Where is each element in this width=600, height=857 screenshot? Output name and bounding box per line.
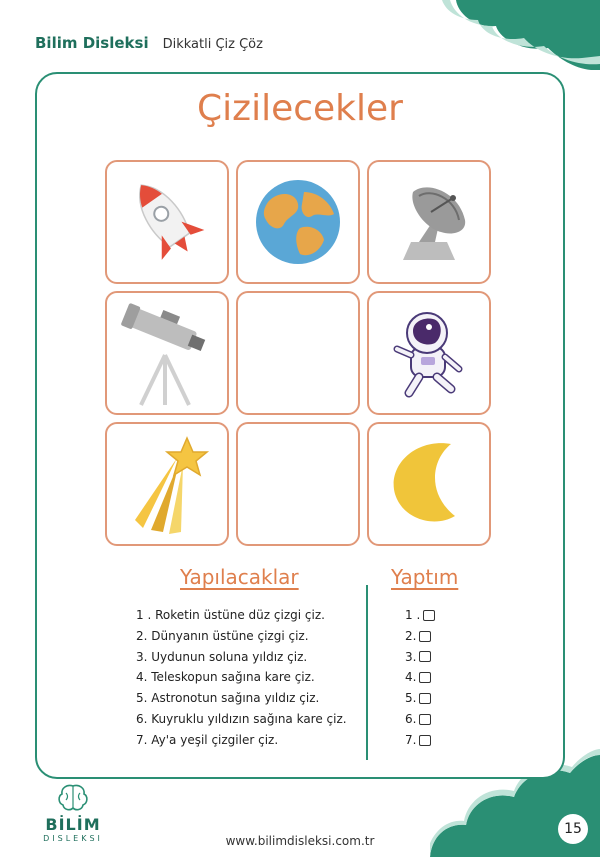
shooting-star-icon <box>107 424 227 544</box>
brain-icon <box>56 783 90 813</box>
satellite-dish-icon <box>369 162 489 282</box>
moon-icon <box>369 424 489 544</box>
tasks-heading: Yapılacaklar <box>180 565 299 589</box>
logo-subtitle: DISLEKSI <box>43 834 103 843</box>
task-item: 3. Uydunun soluna yıldız çiz. <box>136 649 308 664</box>
column-divider <box>366 585 368 760</box>
check-number: 2. <box>405 628 417 643</box>
task-item: 4. Teleskopun sağına kare çiz. <box>136 670 315 685</box>
grid-cell-moon[interactable] <box>367 422 491 546</box>
worksheet-subtitle: Dikkatli Çiz Çöz <box>162 37 263 52</box>
checkbox[interactable] <box>419 735 431 746</box>
website-link[interactable]: www.bilimdisleksi.com.tr <box>225 834 375 848</box>
checkbox[interactable] <box>419 672 431 683</box>
done-heading: Yaptım <box>391 565 459 589</box>
page-number: 15 <box>558 814 588 844</box>
grid-cell-telescope[interactable] <box>105 291 229 415</box>
rocket-icon <box>107 162 227 282</box>
grid-cell-empty-1[interactable] <box>236 291 360 415</box>
checkbox[interactable] <box>419 631 431 642</box>
brand-name: Bilim Disleksi <box>35 34 149 52</box>
done-checklist <box>405 605 435 751</box>
check-number: 3. <box>405 649 417 664</box>
grid-cell-satellite[interactable] <box>367 160 491 284</box>
checkbox[interactable] <box>423 610 435 621</box>
check-item <box>405 688 435 709</box>
check-item <box>405 605 435 626</box>
check-item <box>405 730 435 751</box>
check-number: 1 . <box>405 608 421 622</box>
grid-cell-astronaut[interactable] <box>367 291 491 415</box>
check-number: 6. <box>405 711 417 726</box>
task-item: 2. Dünyanın üstüne çizgi çiz. <box>136 628 309 643</box>
corner-decoration-top <box>420 0 600 70</box>
checkbox[interactable] <box>419 714 431 725</box>
checkbox[interactable] <box>419 651 431 662</box>
check-item <box>405 626 435 647</box>
earth-icon <box>238 162 358 282</box>
astronaut-icon <box>369 293 489 413</box>
image-grid <box>105 160 495 550</box>
grid-cell-shooting-star[interactable] <box>105 422 229 546</box>
grid-cell-empty-2[interactable] <box>236 422 360 546</box>
check-item <box>405 647 435 668</box>
task-list <box>136 605 347 751</box>
check-number: 5. <box>405 691 417 706</box>
logo-word: BİLİM <box>45 815 101 834</box>
check-item <box>405 709 435 730</box>
task-item: 1 . Roketin üstüne düz çizgi çiz. <box>136 608 325 622</box>
page-header <box>35 34 263 52</box>
grid-cell-earth[interactable] <box>236 160 360 284</box>
check-number: 7. <box>405 732 417 747</box>
telescope-icon <box>107 293 227 413</box>
page-title: Çizilecekler <box>197 88 403 129</box>
checkbox[interactable] <box>419 693 431 704</box>
check-item <box>405 667 435 688</box>
grid-cell-rocket[interactable] <box>105 160 229 284</box>
task-item: 6. Kuyruklu yıldızın sağına kare çiz. <box>136 711 347 726</box>
check-number: 4. <box>405 670 417 685</box>
task-item: 7. Ay'a yeşil çizgiler çiz. <box>136 732 279 747</box>
task-item: 5. Astronotun sağına yıldız çiz. <box>136 691 320 706</box>
